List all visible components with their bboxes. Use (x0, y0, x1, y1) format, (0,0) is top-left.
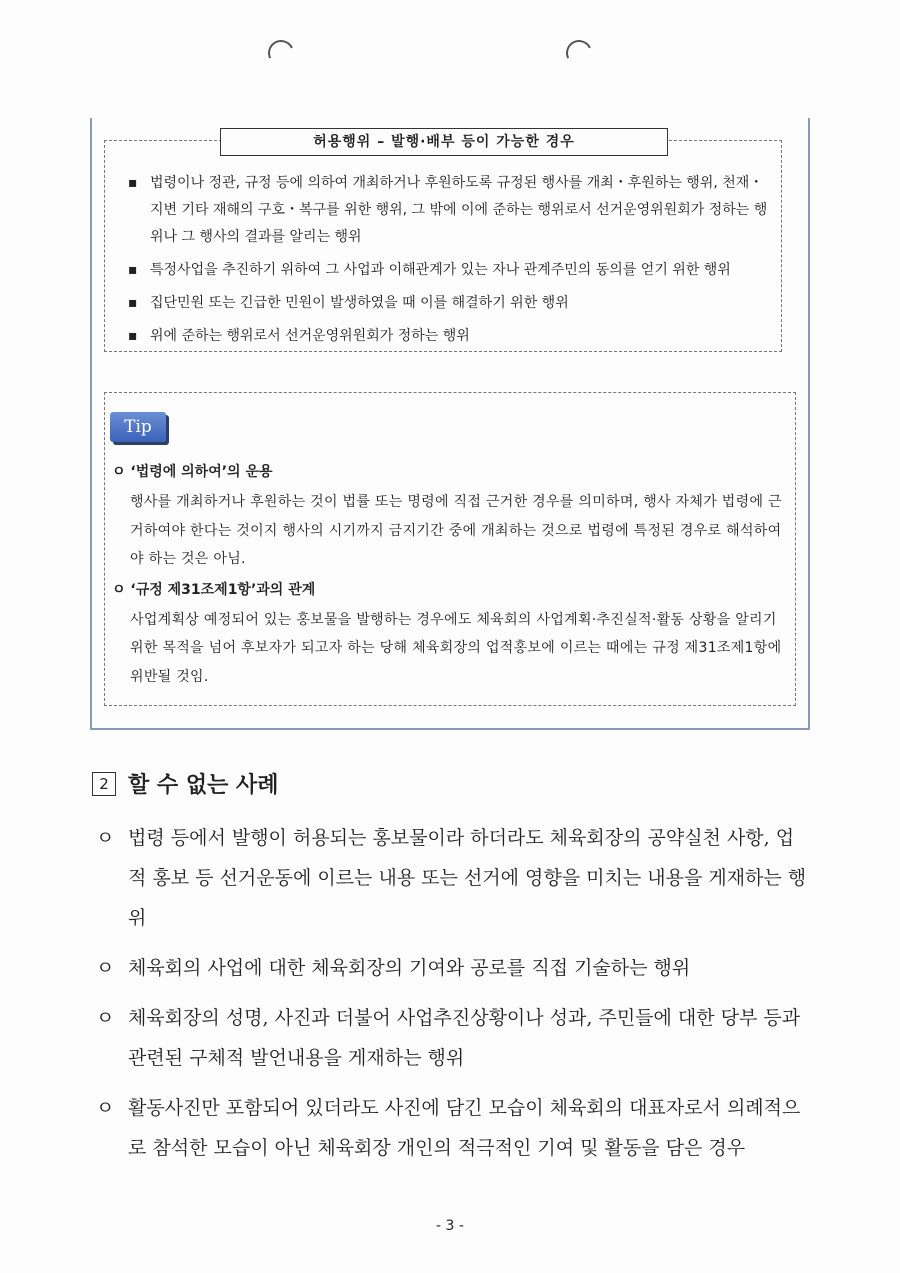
list-item: ▪ 법령이나 정관, 규정 등에 의하여 개최하거나 후원하도록 규정된 행사를 개최・후원하는 행위, 천재・지변 기타 재해의 구호・복구를 위한 행위, 그 밖에 이에 준하는 행위로서 선거운영위원회가 정하는 행위나 그 행사의 결과를 알리는 행위 (128, 170, 768, 251)
bullet-icon: ▪ (128, 328, 138, 344)
list-item: ㅇ 활동사진만 포함되어 있더라도 사진에 담긴 모습이 체육회의 대표자로서 의례적으로 참석한 모습이 아닌 체육회장 개인의 적극적인 기여 및 활동을 담은 경우 (96, 1088, 810, 1168)
bullet-icon: ▪ (128, 295, 138, 311)
bullet-icon: ▪ (128, 175, 138, 191)
circle-marker-icon: ㅇ (96, 1007, 115, 1029)
tip-heading: ㅇ ‘법령에 의하여’의 운용 (112, 464, 273, 480)
tip-content (112, 460, 788, 695)
punch-hole-right (562, 36, 595, 69)
allowed-acts-list (128, 170, 768, 356)
circle-marker-icon: ㅇ (96, 957, 115, 979)
list-item: ▪ 위에 준하는 행위로서 선거운영위원회가 정하는 행위 (128, 323, 768, 350)
allowed-acts-title: 허용행위 – 발행·배부 등이 가능한 경우 (220, 128, 668, 156)
tip-heading: ㅇ ‘규정 제31조제1항’과의 관계 (112, 581, 316, 598)
punch-hole-left (264, 36, 297, 69)
circle-marker-icon: ㅇ (96, 827, 115, 849)
list-item: ㅇ 법령 등에서 발행이 허용되는 홍보물이라 하더라도 체육회장의 공약실천 사항, 업적 홍보 등 선거운동에 이르는 내용 또는 선거에 영향을 미치는 내용을 게재하는 행위 (96, 818, 810, 938)
tip-badge: Tip (110, 412, 166, 442)
section-number: 2 (92, 772, 116, 796)
list-item: ▪ 특정사업을 추진하기 위하여 그 사업과 이해관계가 있는 자나 관계주민의 동의를 얻기 위한 행위 (128, 257, 768, 284)
list-item: ㅇ 체육회장의 성명, 사진과 더불어 사업추진상황이나 성과, 주민들에 대한 당부 등과 관련된 구체적 발언내용을 게재하는 행위 (96, 998, 810, 1078)
section-title (92, 768, 279, 799)
list-item: ▪ 집단민원 또는 긴급한 민원이 발생하였을 때 이를 해결하기 위한 행위 (128, 290, 768, 317)
tip-body: 행사를 개최하거나 후원하는 것이 법률 또는 명령에 직접 근거한 경우를 의미하며, 행사 자체가 법령에 근거하여야 한다는 것이지 행사의 시기까지 금지기간 중에 개최하는 것으로 법령에 특정된 경우로 해석하여야 하는 것은 아님. (130, 494, 782, 567)
bullet-icon: ▪ (128, 262, 138, 278)
prohibited-cases-list (96, 818, 810, 1178)
list-item: ㅇ 체육회의 사업에 대한 체육회장의 기여와 공로를 직접 기술하는 행위 (96, 948, 810, 988)
circle-marker-icon: ㅇ (96, 1097, 115, 1119)
page-number: - 3 - (436, 1218, 464, 1234)
tip-body: 사업계획상 예정되어 있는 홍보물을 발행하는 경우에도 체육회의 사업계획·추진실적·활동 상황을 알리기 위한 목적을 넘어 후보자가 되고자 하는 당해 체육회장의 업적홍보에 이르는 때에는 규정 제31조제1항에 위반될 것임. (130, 611, 782, 685)
section-title-text: 할 수 없는 사례 (128, 773, 279, 798)
